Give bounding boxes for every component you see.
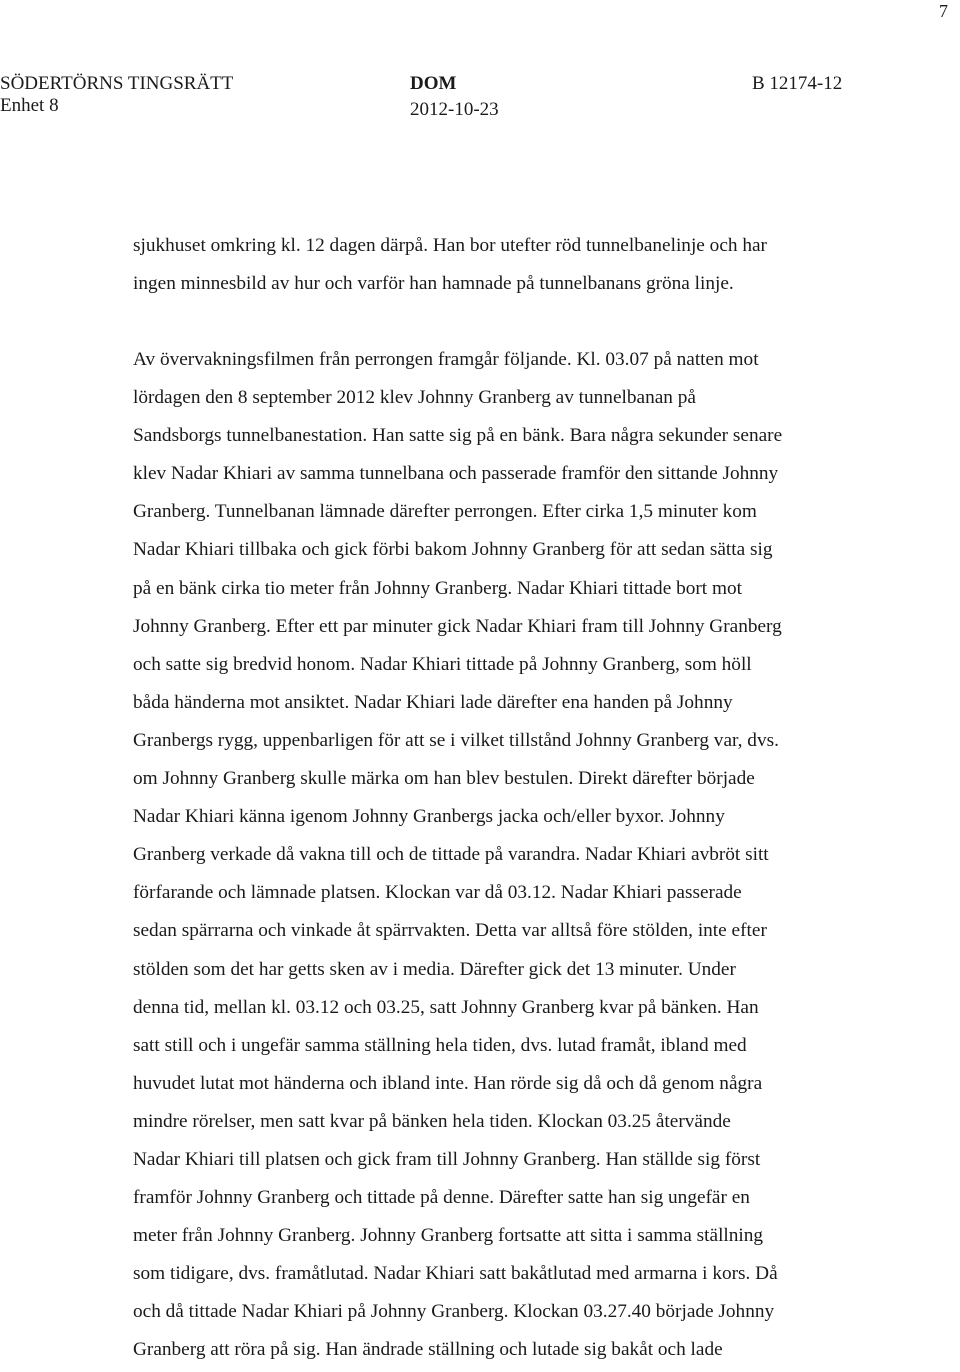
text-line: Granberg att röra på sig. Han ändrade ställning och lutade sig bakåt och lade [133, 1339, 723, 1361]
document-type: DOM [410, 73, 457, 94]
text-line: lördagen den 8 september 2012 klev Johnny Granberg av tunnelbanan på [133, 387, 696, 409]
text-line: huvudet lutat mot händerna och ibland inte. Han rörde sig då och då genom några [133, 1072, 763, 1094]
text-line: Sandsborgs tunnelbanestation. Han satte sig på en bänk. Bara några sekunder senare [133, 425, 783, 447]
text-line: sedan spärrarna och vinkade åt spärrvakten. Detta var alltså före stölden, inte efter [133, 920, 767, 942]
document-date: 2012-10-23 [410, 99, 499, 120]
text-line: Granberg. Tunnelbanan lämnade därefter perrongen. Efter cirka 1,5 minuter kom [133, 501, 757, 523]
text-line: som tidigare, dvs. framåtlutad. Nadar Khiari satt bakåtlutad med armarna i kors. Då [133, 1263, 778, 1285]
text-line: meter från Johnny Granberg. Johnny Granberg fortsatte att sitta i samma ställning [133, 1225, 764, 1247]
text-line: sjukhuset omkring kl. 12 dagen därpå. Han bor utefter röd tunnelbanelinje och har [133, 235, 767, 256]
text-line: Johnny Granberg. Efter ett par minuter gick Nadar Khiari fram till Johnny Granberg [133, 615, 782, 637]
text-line: och då tittade Nadar Khiari på Johnny Granberg. Klockan 03.27.40 började Johnny [133, 1301, 775, 1323]
text-line: Av övervakningsfilmen från perrongen framgår följande. Kl. 03.07 på natten mot [133, 349, 759, 370]
text-line: ingen minnesbild av hur och varför han hamnade på tunnelbanans gröna linje. [133, 273, 734, 295]
text-line: klev Nadar Khiari av samma tunnelbana och passerade framför den sittande Johnny [133, 463, 779, 485]
text-line: båda händerna mot ansiktet. Nadar Khiari lade därefter ena handen på Johnny [133, 691, 733, 713]
body-paragraph-2 [133, 341, 885, 1370]
page-number: 7 [939, 1, 948, 21]
text-line: stölden som det har getts sken av i media. Därefter gick det 13 minuter. Under [133, 958, 736, 980]
text-line: Nadar Khiari känna igenom Johnny Granbergs jacka och/eller byxor. Johnny [133, 806, 725, 828]
text-line: Granberg verkade då vakna till och de tittade på varandra. Nadar Khiari avbröt sitt [133, 844, 769, 866]
text-line: och satte sig bredvid honom. Nadar Khiari tittade på Johnny Granberg, som höll [133, 653, 752, 675]
text-line: denna tid, mellan kl. 03.12 och 03.25, satt Johnny Granberg kvar på bänken. Han [133, 996, 759, 1018]
text-line: Nadar Khiari till platsen och gick fram till Johnny Granberg. Han ställde sig först [133, 1148, 761, 1170]
text-line: förfarande och lämnade platsen. Klockan var då 03.12. Nadar Khiari passerade [133, 882, 742, 904]
court-name: SÖDERTÖRNS TINGSRÄTT [0, 73, 234, 94]
text-line: satt still och i ungefär samma ställning hela tiden, dvs. lutad framåt, ibland med [133, 1034, 747, 1056]
text-line: framför Johnny Granberg och tittade på denne. Därefter satte han sig ungefär en [133, 1187, 750, 1209]
body-paragraph-1 [133, 227, 885, 303]
text-line: Granbergs rygg, uppenbarligen för att se i vilket tillstånd Johnny Granberg var, dvs. [133, 729, 779, 751]
case-number: B 12174-12 [752, 73, 843, 94]
text-line: mindre rörelser, men satt kvar på bänken hela tiden. Klockan 03.25 återvände [133, 1110, 731, 1132]
text-line: Nadar Khiari tillbaka och gick förbi bakom Johnny Granberg för att sedan sätta sig [133, 539, 773, 561]
text-line: på en bänk cirka tio meter från Johnny Granberg. Nadar Khiari tittade bort mot [133, 577, 742, 599]
text-line: om Johnny Granberg skulle märka om han blev bestulen. Direkt därefter började [133, 768, 755, 790]
court-unit: Enhet 8 [0, 95, 59, 116]
